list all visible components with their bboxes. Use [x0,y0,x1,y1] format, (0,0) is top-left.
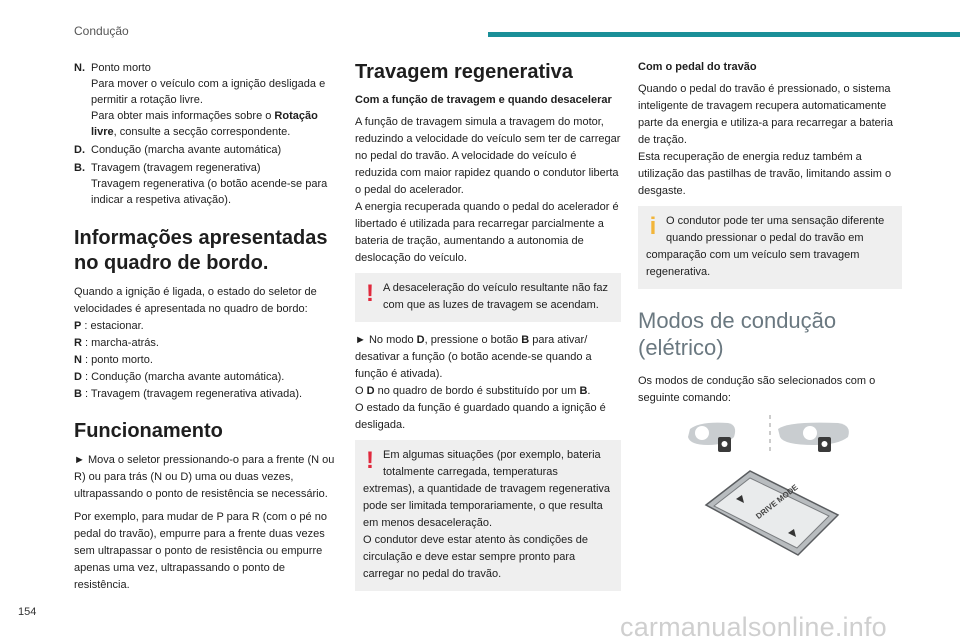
drive-mode-switch [706,471,838,555]
regen-subheading: Com a função de travagem e quando desacelerar [355,94,612,106]
brake-paragraph-2: Esta recuperação de energia reduz também a utilização das pastilhas de travão, limitando assim o desgaste. [638,151,892,197]
column-1 [74,60,338,600]
drive-mode-label: DRIVE MODE [754,482,800,521]
gear-item-b [74,160,338,208]
modes-heading: Modos de condução (elétrico) [638,308,837,360]
state-b: B : Travagem (travagem regenerativa ativada). [74,388,303,400]
state-d: D : Condução (marcha avante automática). [74,371,285,383]
gear-item-n [74,60,338,140]
page-number: 154 [18,606,37,618]
gear-extra2-bold: Rotação livre [91,110,318,138]
warning-text-2b: O condutor deve estar atento às condições de circulação e deve estar sempre pronto para carregar no pedal do travão. [363,534,589,580]
gear-extra: Travagem regenerativa (o botão acende-se para indicar a respetiva ativação). [91,178,328,206]
gear-extra: Para mover o veículo com a ignição desligada e permitir a rotação livre. [91,78,326,106]
func-paragraph-2: Por exemplo, para mudar de P para R (com o pé no pedal do travão), empurre para a frente duas vezes sem ultrapassar o ponto de resistência ou empurre apenas uma vez, ultrapassando o ponto de resistência. [74,511,327,591]
regen-paragraph-3: O D no quadro de bordo é substituído por um B. [355,385,591,397]
gear-key: N. [74,62,85,74]
func-paragraph-1: Mova o seletor pressionando-o para a frente (N ou R) ou para trás (N ou D) uma ou duas vezes, ultrapassando o ponto de resistência se necessário. [74,454,335,500]
info-heading: Informações apresentadas no quadro de bordo. [74,227,328,274]
func-heading: Funcionamento [74,420,223,442]
regen-step: ► No modo D, pressione o botão B para ativar/ desativar a função (o botão acende-se quando a função é ativada). [355,334,592,380]
arrow-icon: ► [74,454,88,466]
gear-extra2-post: , consulte a secção correspondente. [113,126,291,138]
warning-icon: ! [366,447,374,474]
state-p: P : estacionar. [74,320,144,332]
section-label: Condução [74,24,129,38]
modes-intro: Os modos de condução são selecionados com o seguinte comando: [638,375,876,404]
steering-wheel-icon [778,423,849,452]
gear-key: B. [74,162,85,174]
warning-icon: ! [366,280,374,307]
info-text: O condutor pode ter uma sensação diferente quando pressionar o pedal do travão em comparação com um veículo sem travagem regenerativa. [646,215,885,278]
steering-wheel-icon [688,423,735,452]
drive-mode-illustration [638,415,902,585]
state-n: N : ponto morto. [74,354,153,366]
warning-text-1: A desaceleração do veículo resultante não faz com que as luzes de travagem se acendam. [383,282,609,311]
regen-paragraph-4: O estado da função é guardado quando a ignição é desligada. [355,402,606,431]
regen-paragraph-1: A função de travagem simula a travagem do motor, reduzindo a velocidade do veículo sem ter de carregar no pedal do travão. A velocidade do veículo é reduzida com maior rapidez quando o condutor liberta o pedal do acelerador. [355,116,621,196]
warning-note-1 [355,273,621,322]
watermark: carmanualsonline.info [620,612,887,642]
warning-text-2: Em algumas situações (por exemplo, bateria totalmente carregada, temperaturas extremas), a quantidade de travagem regenerativa pode ser limitada temporariamente, o que resulta em menos desaceleração. [363,449,611,529]
header-accent-bar [488,32,960,37]
regen-heading: Travagem regenerativa [355,61,573,83]
info-note [638,206,902,289]
gear-extra2-pre: Para obter mais informações sobre o [91,110,275,122]
column-3 [638,60,902,585]
info-icon: i [649,213,657,240]
gear-key: D. [74,144,85,156]
gear-text: Ponto morto [91,62,151,74]
regen-paragraph-2: A energia recuperada quando o pedal do acelerador é libertado é utilizada para recarregar parcialmente a bateria de tração, aumentando a autonomia de deslocação do veículo. [355,201,619,264]
gear-text: Travagem (travagem regenerativa) [91,162,261,174]
brake-paragraph-1: Quando o pedal do travão é pressionado, o sistema inteligente de travagem recupera automaticamente parte da energia e utiliza-a para recarregar a bateria de tração. [638,83,893,146]
brake-pedal-subheading: Com o pedal do travão [638,61,757,73]
state-r: R : marcha-atrás. [74,337,159,349]
gear-text: Condução (marcha avante automática) [91,144,282,156]
column-2 [355,60,621,591]
info-intro: Quando a ignição é ligada, o estado do seletor de velocidades é apresentada no quadro de bordo: [74,286,317,315]
gear-item-d [74,142,338,158]
warning-note-2 [355,440,621,591]
arrow-icon: ► [355,334,366,346]
